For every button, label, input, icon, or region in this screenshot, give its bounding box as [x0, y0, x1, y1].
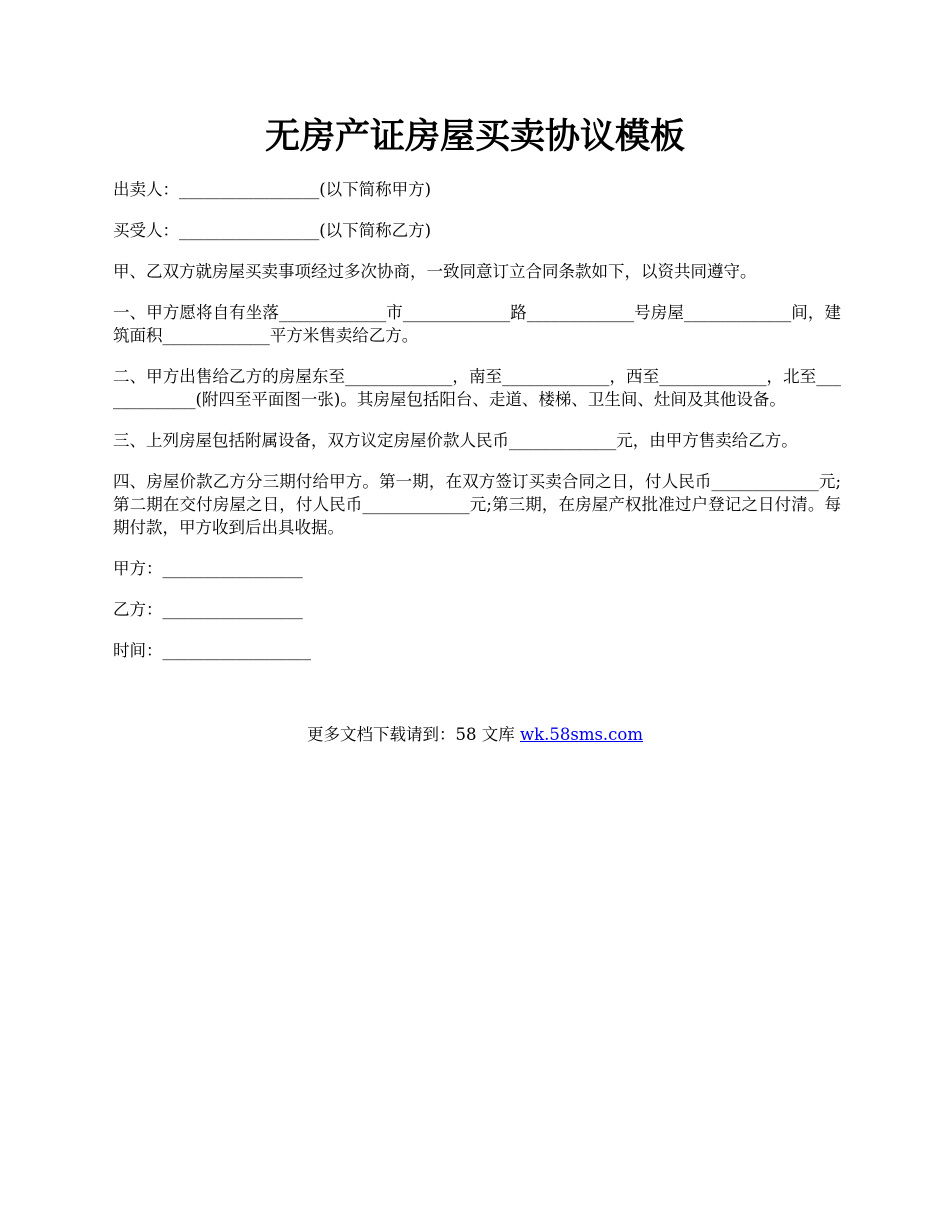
intro-paragraph: 甲、乙双方就房屋买卖事项经过多次协商，一致同意订立合同条款如下，以资共同遵守。	[113, 262, 757, 281]
seller-line: 出卖人：_________________(以下简称甲方)	[113, 180, 432, 199]
party-b-signature-line: 乙方：_________________	[113, 600, 303, 619]
date-line: 时间：__________________	[113, 641, 311, 660]
footer-link[interactable]: wk.58sms.com	[519, 725, 643, 744]
clause-2: 二、甲方出售给乙方的房屋东至_____________，南至_____________，西至_____________，北至_____________(附四至平面图一张)。其房屋包括阳台、走道、楼梯、卫生间、灶间及其他设备。	[113, 367, 841, 409]
footer	[0, 723, 950, 746]
clause-4: 四、房屋价款乙方分三期付给甲方。第一期，在双方签订买卖合同之日，付人民币_____________元;第二期在交付房屋之日，付人民币_____________元;第三期，在房屋产权批准过户登记之日付清。每期付款，甲方收到后出具收据。	[113, 472, 841, 537]
clause-1: 一、甲方愿将自有坐落_____________市_____________路_____________号房屋_____________间，建筑面积_____________平方米售卖给乙方。	[113, 303, 841, 345]
buyer-line: 买受人：_________________(以下简称乙方)	[113, 221, 432, 240]
document-body	[113, 178, 841, 680]
document-title: 无房产证房屋买卖协议模板	[264, 116, 685, 157]
clause-3: 三、上列房屋包括附属设备，双方议定房屋价款人民币_____________元，由甲方售卖给乙方。	[113, 431, 798, 450]
party-a-signature-line: 甲方：_________________	[113, 559, 303, 578]
footer-text: 更多文档下载请到：58 文库	[306, 725, 520, 744]
